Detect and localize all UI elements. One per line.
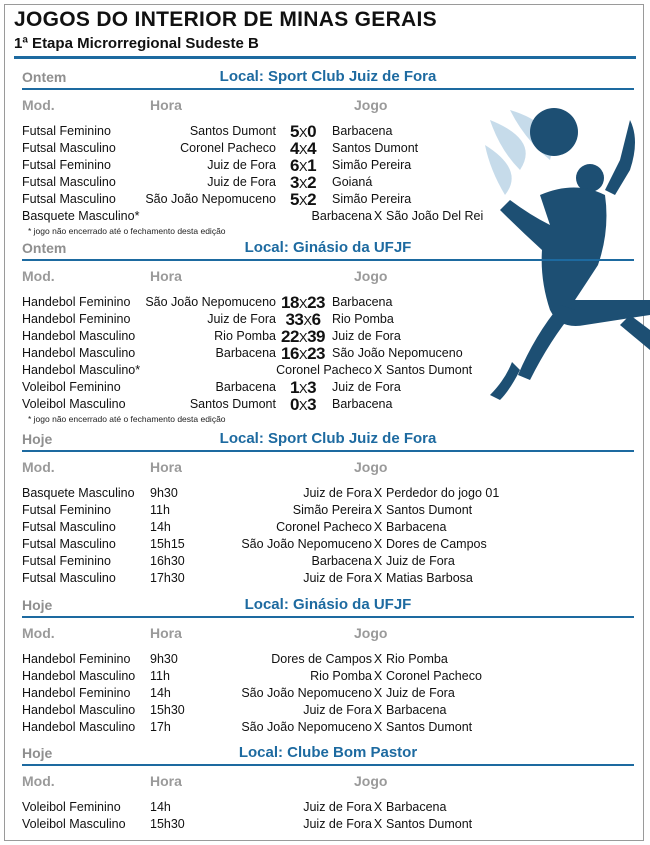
game-score: 5X0 [289,122,317,141]
game-home: Rio Pomba [310,669,372,683]
game-time: 9h30 [150,652,178,666]
section-local: Local: Sport Club Juiz de Fora [219,68,437,85]
game-away: Santos Dumont [386,720,473,734]
game-row [22,570,634,587]
game-score: 18X23 [280,293,325,312]
game-time: 16h30 [150,554,185,568]
game-away: São João Nepomuceno [332,346,463,360]
column-headers [22,773,634,795]
game-time: 14h [150,800,171,814]
game-mod: Futsal Masculino [22,192,116,206]
score-separator: X [303,313,312,328]
game-away: Perdedor do jogo 01 [386,486,500,500]
game-row [22,311,634,328]
col-jogo: Jogo [354,459,388,475]
title-divider [14,56,636,59]
game-x: X [373,503,383,517]
game-score: 33X6 [285,310,321,329]
col-jogo: Jogo [354,268,388,284]
col-mod: Mod. [22,459,55,475]
game-home: Juiz de Fora [207,312,276,326]
game-x: X [373,720,383,734]
game-time: 17h [150,720,171,734]
column-headers [22,268,634,290]
game-home: Dores de Campos [271,652,372,666]
game-home: Barbacena [215,346,276,360]
game-row [22,345,634,362]
game-time: 14h [150,686,171,700]
game-away: Coronel Pacheco [386,669,482,683]
game-row [22,294,634,311]
section-note: * jogo não encerrado até o fechamento desta edição [28,414,226,424]
col-hora: Hora [150,459,182,475]
game-mod: Handebol Masculino* [22,363,141,377]
game-time: 15h15 [150,537,185,551]
game-time: 11h [150,503,170,517]
game-home: Santos Dumont [189,397,276,411]
game-row [22,668,634,685]
game-mod: Handebol Feminino [22,312,131,326]
game-home: Juiz de Fora [303,800,372,814]
game-home: São João Nepomuceno [145,295,276,309]
section-hoje-bom-pastor [22,744,634,833]
game-mod: Handebol Masculino [22,720,136,734]
game-home: São João Nepomuceno [241,537,372,551]
game-away: Rio Pomba [386,652,448,666]
score-separator: X [298,347,308,362]
game-score: 1X3 [289,378,317,397]
game-away: Santos Dumont [386,363,473,377]
game-score: 0X3 [289,395,317,414]
games-list [22,294,634,413]
game-row [22,536,634,553]
score-separator: X [298,381,308,396]
game-home: Coronel Pacheco [180,141,276,155]
col-hora: Hora [150,625,182,641]
game-away: Barbacena [386,703,447,717]
column-headers [22,97,634,119]
game-away: Barbacena [332,397,393,411]
game-row [22,123,634,140]
game-row [22,208,634,225]
game-row [22,685,634,702]
game-away: Dores de Campos [386,537,487,551]
game-time: 11h [150,669,170,683]
games-list [22,123,634,225]
game-mod: Basquete Masculino* [22,209,140,223]
section-ontem-sport-club [22,68,634,236]
game-x: X [373,486,383,500]
game-x: X [373,669,383,683]
game-home: Santos Dumont [189,124,276,138]
game-mod: Handebol Masculino [22,329,136,343]
section-header [22,596,634,618]
game-home: Juiz de Fora [303,571,372,585]
section-day: Ontem [22,69,67,85]
game-x: X [373,652,383,666]
game-home: Barbacena [311,209,372,223]
game-mod: Futsal Masculino [22,571,116,585]
section-header [22,239,634,261]
score-separator: X [298,193,308,208]
game-away: Simão Pereira [332,158,412,172]
game-time: 14h [150,520,171,534]
col-hora: Hora [150,97,182,113]
game-home: Simão Pereira [292,503,372,517]
game-home: Rio Pomba [214,329,276,343]
col-mod: Mod. [22,773,55,789]
game-home: Coronel Pacheco [276,363,372,377]
game-mod: Basquete Masculino [22,486,135,500]
col-mod: Mod. [22,268,55,284]
col-mod: Mod. [22,97,55,113]
game-row [22,140,634,157]
game-home: São João Nepomuceno [241,686,372,700]
game-away: Goianá [332,175,373,189]
game-row [22,485,634,502]
game-mod: Handebol Masculino [22,669,136,683]
game-x: X [373,703,383,717]
game-away: Simão Pereira [332,192,412,206]
section-header [22,430,634,452]
game-x: X [373,571,383,585]
section-hoje-ufjf [22,596,634,736]
game-away: Barbacena [332,124,393,138]
game-x: X [373,554,383,568]
game-row [22,816,634,833]
game-home: Barbacena [215,380,276,394]
game-row [22,651,634,668]
game-away: São João Del Rei [386,209,484,223]
game-mod: Futsal Masculino [22,520,116,534]
game-mod: Handebol Masculino [22,346,136,360]
section-ontem-ufjf [22,239,634,424]
games-list [22,651,634,736]
col-mod: Mod. [22,625,55,641]
game-row [22,396,634,413]
game-away: Rio Pomba [332,312,394,326]
section-header [22,68,634,90]
score-separator: X [298,176,308,191]
game-x: X [373,817,383,831]
game-score: X [373,209,383,223]
game-time: 15h30 [150,817,185,831]
game-mod: Handebol Feminino [22,295,131,309]
game-mod: Futsal Masculino [22,141,116,155]
game-mod: Futsal Masculino [22,175,116,189]
game-x: X [373,686,383,700]
game-score: 22X39 [280,327,325,346]
score-separator: X [298,330,308,345]
game-away: Juiz de Fora [386,554,455,568]
game-home: Barbacena [311,554,372,568]
game-away: Juiz de Fora [386,686,455,700]
game-home: São João Nepomuceno [145,192,276,206]
score-separator: X [298,125,308,140]
game-mod: Voleibol Feminino [22,800,121,814]
game-row [22,719,634,736]
game-row [22,702,634,719]
game-row [22,174,634,191]
col-jogo: Jogo [354,773,388,789]
game-home: Juiz de Fora [303,703,372,717]
game-score: 3X2 [289,173,317,192]
games-list [22,799,634,833]
game-x: X [373,520,383,534]
game-row [22,519,634,536]
column-headers [22,459,634,481]
section-day: Hoje [22,745,53,761]
game-away: Barbacena [386,520,447,534]
game-home: Coronel Pacheco [276,520,372,534]
game-time: 9h30 [150,486,178,500]
col-jogo: Jogo [354,97,388,113]
game-mod: Voleibol Masculino [22,397,126,411]
score-separator: X [298,142,308,157]
game-away: Barbacena [332,295,393,309]
section-local: Local: Ginásio da UFJF [244,596,412,613]
section-header [22,744,634,766]
section-local: Local: Clube Bom Pastor [238,744,418,761]
game-away: Santos Dumont [332,141,419,155]
game-score: 5X2 [289,190,317,209]
game-mod: Futsal Feminino [22,124,111,138]
game-x: X [373,800,383,814]
game-home: Juiz de Fora [207,175,276,189]
game-row [22,553,634,570]
score-separator: X [298,159,308,174]
section-local: Local: Ginásio da UFJF [244,239,412,256]
game-x: X [373,537,383,551]
game-mod: Handebol Feminino [22,686,131,700]
game-time: 17h30 [150,571,185,585]
game-row [22,362,634,379]
section-local: Local: Sport Club Juiz de Fora [219,430,437,447]
game-mod: Futsal Feminino [22,503,111,517]
col-hora: Hora [150,268,182,284]
game-row [22,328,634,345]
score-separator: X [298,398,308,413]
column-headers [22,625,634,647]
game-home: Juiz de Fora [207,158,276,172]
section-day: Hoje [22,431,53,447]
game-score: 6X1 [289,156,317,175]
game-mod: Futsal Feminino [22,158,111,172]
game-away: Santos Dumont [386,817,473,831]
col-jogo: Jogo [354,625,388,641]
col-hora: Hora [150,773,182,789]
game-time: 15h30 [150,703,185,717]
game-mod: Voleibol Feminino [22,380,121,394]
score-separator: X [298,296,308,311]
section-hoje-sport-club [22,430,634,587]
game-mod: Handebol Feminino [22,652,131,666]
game-mod: Handebol Masculino [22,703,136,717]
games-list [22,485,634,587]
game-away: Juiz de Fora [332,380,401,394]
page-subtitle: 1ª Etapa Microrregional Sudeste B [14,35,259,52]
game-row [22,502,634,519]
game-away: Juiz de Fora [332,329,401,343]
page-title: JOGOS DO INTERIOR DE MINAS GERAIS [14,8,437,31]
game-mod: Voleibol Masculino [22,817,126,831]
game-home: São João Nepomuceno [241,720,372,734]
game-home: Juiz de Fora [303,486,372,500]
game-row [22,799,634,816]
game-score: X [373,363,383,377]
game-score: 4X4 [289,139,317,158]
section-day: Ontem [22,240,67,256]
game-row [22,191,634,208]
game-mod: Futsal Feminino [22,554,111,568]
game-away: Matias Barbosa [386,571,473,585]
game-score: 16X23 [280,344,325,363]
game-away: Barbacena [386,800,447,814]
game-row [22,157,634,174]
game-row [22,379,634,396]
section-day: Hoje [22,597,53,613]
game-home: Juiz de Fora [303,817,372,831]
game-mod: Futsal Masculino [22,537,116,551]
game-away: Santos Dumont [386,503,473,517]
section-note: * jogo não encerrado até o fechamento desta edição [28,226,226,236]
